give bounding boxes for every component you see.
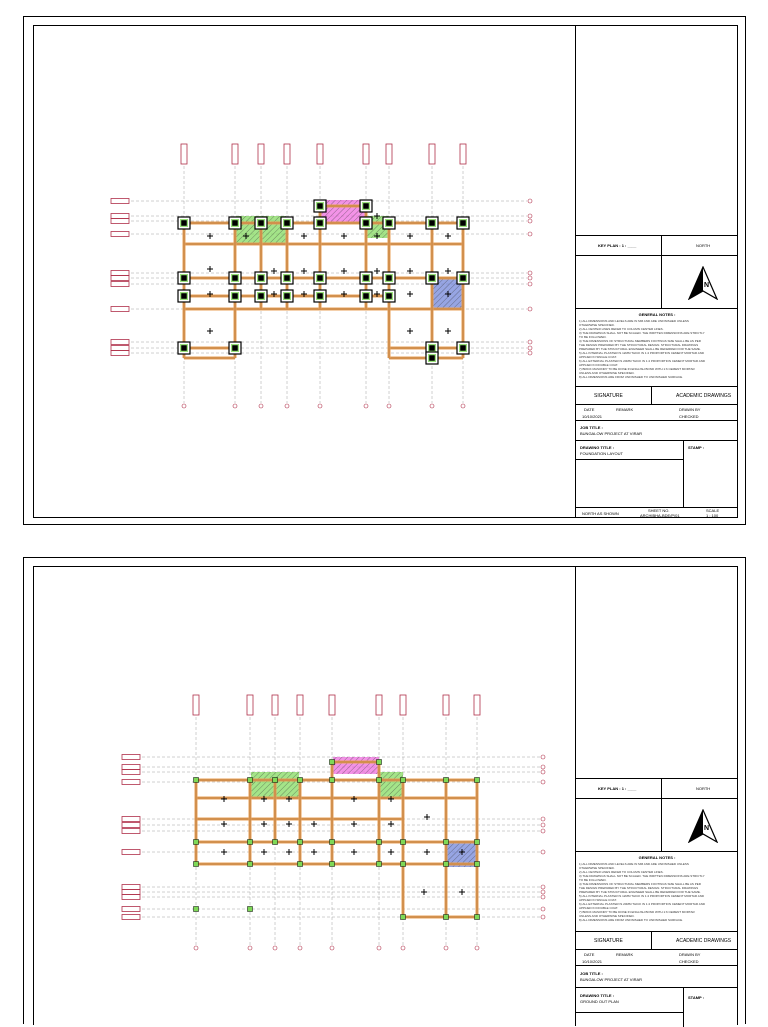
signature-label: SIGNATURE xyxy=(594,393,623,399)
grid-bubble-right xyxy=(528,219,532,223)
grid-bubble-right xyxy=(541,907,545,911)
column xyxy=(273,840,278,845)
grid-bubble-bottom xyxy=(430,404,434,408)
column xyxy=(330,778,335,783)
plus-mark xyxy=(445,328,451,334)
notes-title: GENERAL NOTES : xyxy=(638,855,676,860)
north-label: NORTH xyxy=(696,243,711,248)
grid-tag-left xyxy=(122,890,140,895)
column xyxy=(364,221,369,226)
plus-mark xyxy=(374,268,380,274)
grid-tag-top xyxy=(272,695,278,715)
column xyxy=(273,778,278,783)
plus-mark xyxy=(207,266,213,272)
note-line: 4) THE DIMENSIONS OF STRUCTURAL MEMBERS FOOTINGS SIZE SHALL BE AS PER xyxy=(579,882,701,886)
column xyxy=(377,862,382,867)
note-line: 7) BRICK MASONRY TO BE DONE IN ENGLISH BOND WITH 1:6 CEMENT MORTAR xyxy=(579,367,695,371)
note-line: APPLIED IN SINGLE COAT. xyxy=(579,898,617,902)
column xyxy=(377,760,382,765)
column xyxy=(475,915,480,920)
date-value: 10/10/2021 xyxy=(582,414,603,419)
grid-tag-left xyxy=(122,907,140,912)
note-line: OTHERWISE SPECIFIED. xyxy=(579,866,615,870)
column xyxy=(444,778,449,783)
grid-bubble-right xyxy=(528,282,532,286)
plus-mark xyxy=(407,291,413,297)
plus-mark xyxy=(221,849,227,855)
column xyxy=(248,862,253,867)
plus-mark xyxy=(221,821,227,827)
column xyxy=(194,862,199,867)
grid-bubble-right xyxy=(541,915,545,919)
key-plan-label: KEY PLAN : 1 : ____ xyxy=(598,786,637,791)
column xyxy=(318,276,323,281)
academic-label: ACADEMIC DRAWINGS xyxy=(676,393,732,399)
note-line: TO BE FOLLOWED. xyxy=(579,878,607,882)
grid-tag-top xyxy=(443,695,449,715)
column xyxy=(430,346,435,351)
notes-title: GENERAL NOTES : xyxy=(638,312,676,317)
column xyxy=(444,915,449,920)
divider xyxy=(651,932,652,950)
grid-tag-left xyxy=(122,895,140,900)
note-line: 1) ALL DIMENSIONS AND LEVELS ARE IN MM AND ARE UNFINISHED UNLESS xyxy=(579,319,689,323)
plus-mark xyxy=(311,849,317,855)
column xyxy=(387,276,392,281)
note-line: 3) THE DRAWINGS SHALL NOT BE SCALED. THE WRITTEN DIMENSIONS ARE STRICTLY xyxy=(579,331,705,335)
note-line: 7) BRICK MASONRY TO BE DONE IN ENGLISH BOND WITH 1:6 CEMENT MORTAR xyxy=(579,910,695,914)
grid-tag-top xyxy=(474,695,480,715)
notes-list xyxy=(579,319,735,379)
column xyxy=(387,294,392,299)
grid-tag-left xyxy=(111,282,129,287)
grid-tag-left xyxy=(122,817,140,822)
note-line: 1) ALL DIMENSIONS AND LEVELS ARE IN MM AND ARE UNFINISHED UNLESS xyxy=(579,862,689,866)
note-line: 5) ALL INTERNAL PLASTER IS 12MM THICK IN 1:4 PROPORTION CEMENT MORTAR AND xyxy=(579,351,705,355)
grid-tag-top xyxy=(400,695,406,715)
grid-bubble-right xyxy=(541,817,545,821)
north-arrow-icon xyxy=(688,809,718,843)
drawing-title-row xyxy=(576,987,738,1026)
grid-bubble-right xyxy=(528,214,532,218)
grid-bubble-right xyxy=(541,770,545,774)
grid-bubble-bottom xyxy=(330,946,334,950)
grid-tag-left xyxy=(122,780,140,785)
plus-mark xyxy=(207,328,213,334)
column xyxy=(182,221,187,226)
column xyxy=(182,276,187,281)
general-notes xyxy=(576,851,738,931)
column xyxy=(430,221,435,226)
grid-tag-left xyxy=(122,765,140,770)
sheet-info-row xyxy=(576,507,738,517)
column xyxy=(461,346,466,351)
note-line: TO BE FOLLOWED. xyxy=(579,335,607,339)
column xyxy=(330,840,335,845)
grid-tag-top xyxy=(376,695,382,715)
grid-tag-top xyxy=(247,695,253,715)
grid-bubble-right xyxy=(541,780,545,784)
plus-mark xyxy=(351,821,357,827)
drawing-title-label: DRAWING TITLE : xyxy=(580,445,614,450)
grid-bubble-bottom xyxy=(248,946,252,950)
grid-tag-top xyxy=(232,144,238,164)
grid-tag-top xyxy=(363,144,369,164)
grid-bubble-right xyxy=(528,346,532,350)
north-as-shown: NORTH AS SHOWN xyxy=(582,511,619,516)
scale-label: SCALE xyxy=(706,508,720,513)
grid-tag-left xyxy=(111,340,129,345)
grid-tag-left xyxy=(111,214,129,219)
academic-label: ACADEMIC DRAWINGS xyxy=(676,938,732,944)
note-line: 6) ALL EXTERNAL PLASTER IS 20MM THICK IN 1:4 PROPORTION CEMENT MORTAR AND xyxy=(579,902,706,906)
plus-mark xyxy=(445,268,451,274)
column xyxy=(401,862,406,867)
divider xyxy=(661,779,662,799)
column xyxy=(401,778,406,783)
grid-bubble-right xyxy=(541,765,545,769)
column xyxy=(285,294,290,299)
column xyxy=(364,294,369,299)
column xyxy=(298,862,303,867)
column xyxy=(461,221,466,226)
key-plan-row xyxy=(576,235,738,255)
grid-bubble-bottom xyxy=(364,404,368,408)
note-line: 4) THE DIMENSIONS OF STRUCTURAL MEMBERS FOOTINGS SIZE SHALL BE AS PER xyxy=(579,339,701,343)
column xyxy=(401,840,406,845)
north-label: NORTH xyxy=(696,786,711,791)
drawing-title: FOUNDATION LAYOUT xyxy=(580,451,623,456)
grid-tag-left xyxy=(122,885,140,890)
job-title-label: JOB TITLE : xyxy=(580,425,603,430)
grid-tag-top xyxy=(329,695,335,715)
column xyxy=(248,907,253,912)
drawing-title-label: DRAWING TITLE : xyxy=(580,993,614,998)
remark-label: REMARK xyxy=(616,407,634,412)
grid-bubble-bottom xyxy=(461,404,465,408)
note-line: 6) ALL EXTERNAL PLASTER IS 20MM THICK IN 1:4 PROPORTION CEMENT MORTAR AND xyxy=(579,359,706,363)
plus-mark xyxy=(286,821,292,827)
date-row xyxy=(576,404,738,420)
job-title-label: JOB TITLE : xyxy=(580,971,603,976)
note-line: OTHERWISE SPECIFIED. xyxy=(579,323,615,327)
plus-mark xyxy=(261,821,267,827)
checked-label: CHECKED xyxy=(679,414,699,419)
grid-tag-top xyxy=(258,144,264,164)
grid-tag-top xyxy=(181,144,187,164)
job-title-row xyxy=(576,965,738,987)
north-arrow-row xyxy=(576,798,738,851)
plus-mark xyxy=(388,821,394,827)
divider xyxy=(661,236,662,256)
column xyxy=(248,840,253,845)
plus-mark xyxy=(261,849,267,855)
divider xyxy=(576,459,683,460)
column xyxy=(377,778,382,783)
column xyxy=(233,346,238,351)
svg-text:N: N xyxy=(704,825,710,832)
divider xyxy=(683,988,684,1027)
grid-tag-left xyxy=(122,850,140,855)
plus-mark xyxy=(424,849,430,855)
drawn-by-label: DRAWN BY xyxy=(679,952,701,957)
column xyxy=(387,221,392,226)
plus-mark xyxy=(286,849,292,855)
stamp-label: STAMP : xyxy=(688,445,705,450)
column xyxy=(194,907,199,912)
north-arrow-row xyxy=(576,255,738,308)
grid-bubble-right xyxy=(541,829,545,833)
divider xyxy=(661,799,662,852)
notes-list xyxy=(579,862,735,922)
note-line: PREPARED BY THE STRUCTURAL ENGINEER SHALL BE REFERRED FOR THE SAME. xyxy=(579,890,701,894)
signature-row xyxy=(576,386,738,404)
drawing-title-row xyxy=(576,440,738,507)
general-notes xyxy=(576,308,738,386)
note-line: 2) ALL CENTER LINES REFER TO COLUMN CENTER LINES. xyxy=(579,327,664,331)
column xyxy=(444,862,449,867)
column xyxy=(364,204,369,209)
note-line: UNLESS AND OTHERWISE SPECIFIED. xyxy=(579,371,635,375)
grid-bubble-right xyxy=(528,351,532,355)
plus-mark xyxy=(407,328,413,334)
grid-tag-left xyxy=(111,307,129,312)
plus-mark xyxy=(388,849,394,855)
column xyxy=(194,778,199,783)
note-line: THE DESIGN PREPARED BY THE STRUCTURAL DESIGN. STRUCTURAL DRAWINGS xyxy=(579,343,699,347)
plus-mark xyxy=(311,821,317,827)
grid-tag-top xyxy=(193,695,199,715)
divider xyxy=(683,441,684,508)
note-line: 3) THE DRAWINGS SHALL NOT BE SCALED. THE WRITTEN DIMENSIONS ARE STRICTLY xyxy=(579,874,705,878)
date-label: DATE xyxy=(584,952,595,957)
divider xyxy=(661,256,662,309)
plus-mark xyxy=(351,849,357,855)
column xyxy=(330,862,335,867)
grid-tag-top xyxy=(284,144,290,164)
drawn-by-label: DRAWN BY xyxy=(679,407,701,412)
north-arrow-icon xyxy=(688,266,718,300)
grid-tag-left xyxy=(122,823,140,828)
note-line: APPLIED IN DOUBLE COAT. xyxy=(579,906,619,910)
column xyxy=(444,840,449,845)
grid-bubble-right xyxy=(528,199,532,203)
grid-bubble-right xyxy=(528,307,532,311)
grid-tag-left xyxy=(111,271,129,276)
grid-tag-left xyxy=(122,770,140,775)
note-line: 8) ALL DIMENSIONS ARE FROM UNFINISHED TO UNFINISHED SURFACE. xyxy=(579,375,683,379)
column xyxy=(298,778,303,783)
plus-mark xyxy=(421,889,427,895)
hatched-panel xyxy=(333,757,379,774)
column xyxy=(248,778,253,783)
column xyxy=(233,276,238,281)
grid-bubble-bottom xyxy=(318,404,322,408)
grid-bubble-right xyxy=(541,755,545,759)
column xyxy=(233,294,238,299)
job-title-row xyxy=(576,420,738,440)
sheet-1-border xyxy=(33,25,738,518)
signature-row xyxy=(576,931,738,949)
grid-bubble-right xyxy=(528,340,532,344)
job-title: BUNGALOW PROJECT AT VIRAR xyxy=(580,977,643,982)
grid-tag-left xyxy=(122,915,140,920)
checked-label: CHECKED xyxy=(679,959,699,964)
grid-tag-left xyxy=(111,232,129,237)
grid-bubble-bottom xyxy=(401,946,405,950)
grid-tag-left xyxy=(111,199,129,204)
note-line: 2) ALL CENTER LINES REFER TO COLUMN CENTER LINES. xyxy=(579,870,664,874)
grid-bubble-right xyxy=(541,850,545,854)
divider xyxy=(651,387,652,405)
grid-tag-left xyxy=(111,276,129,281)
ground-out-plan xyxy=(34,567,574,1026)
note-line: 5) ALL INTERNAL PLASTER IS 12MM THICK IN 1:4 PROPORTION CEMENT MORTAR AND xyxy=(579,894,705,898)
grid-tag-top xyxy=(297,695,303,715)
grid-bubble-bottom xyxy=(377,946,381,950)
column xyxy=(430,276,435,281)
grid-bubble-right xyxy=(541,823,545,827)
date-value: 10/10/2021 xyxy=(582,959,603,964)
plus-mark xyxy=(445,233,451,239)
grid-bubble-right xyxy=(541,895,545,899)
svg-text:N: N xyxy=(704,282,710,289)
grid-tag-left xyxy=(122,755,140,760)
grid-bubble-right xyxy=(528,232,532,236)
note-line: UNLESS AND OTHERWISE SPECIFIED. xyxy=(579,914,635,918)
grid-bubble-right xyxy=(528,271,532,275)
grid-tag-top xyxy=(460,144,466,164)
grid-bubble-bottom xyxy=(273,946,277,950)
column xyxy=(364,276,369,281)
grid-bubble-bottom xyxy=(233,404,237,408)
drawing-sheet-1 xyxy=(23,16,746,525)
grid-bubble-bottom xyxy=(444,946,448,950)
sheet-no-label: SHEET NO. xyxy=(648,508,670,513)
column xyxy=(430,356,435,361)
note-line: 8) ALL DIMENSIONS ARE FROM UNFINISHED TO UNFINISHED SURFACE. xyxy=(579,918,683,922)
column xyxy=(475,862,480,867)
title-block-2 xyxy=(575,567,738,1026)
column xyxy=(259,294,264,299)
drawing-sheet-2 xyxy=(23,557,746,1024)
grid-bubble-right xyxy=(528,276,532,280)
grid-tag-left xyxy=(111,346,129,351)
column xyxy=(475,840,480,845)
plus-mark xyxy=(459,889,465,895)
title-block-1 xyxy=(575,26,738,517)
column xyxy=(377,840,382,845)
note-line: APPLIED IN SINGLE COAT. xyxy=(579,355,617,359)
column xyxy=(475,778,480,783)
drawing-title: GROUND OUT PLAN xyxy=(580,999,619,1004)
sheet-2-border xyxy=(33,566,738,1025)
scale-value: 1 : 100 xyxy=(706,513,719,518)
column xyxy=(259,276,264,281)
column xyxy=(318,204,323,209)
column xyxy=(461,276,466,281)
note-line: PREPARED BY THE STRUCTURAL ENGINEER SHALL BE REFERRED FOR THE SAME. xyxy=(579,347,701,351)
column xyxy=(330,760,335,765)
grid-tag-left xyxy=(122,829,140,834)
column xyxy=(298,840,303,845)
foundation-plan xyxy=(34,26,574,517)
hatched-panel xyxy=(380,772,403,797)
column xyxy=(182,346,187,351)
remark-label: REMARK xyxy=(616,952,634,957)
column xyxy=(194,840,199,845)
column xyxy=(259,221,264,226)
column xyxy=(182,294,187,299)
grid-bubble-bottom xyxy=(194,946,198,950)
column xyxy=(233,221,238,226)
grid-bubble-bottom xyxy=(387,404,391,408)
divider xyxy=(576,1012,683,1013)
signature-label: SIGNATURE xyxy=(594,938,623,944)
column xyxy=(318,221,323,226)
column xyxy=(401,915,406,920)
grid-tag-left xyxy=(111,219,129,224)
stamp-label: STAMP : xyxy=(688,995,705,1000)
grid-bubble-bottom xyxy=(182,404,186,408)
grid-tag-top xyxy=(317,144,323,164)
key-plan-label: KEY PLAN : 1 : ____ xyxy=(598,243,637,248)
date-label: DATE xyxy=(584,407,595,412)
column xyxy=(318,294,323,299)
grid-bubble-bottom xyxy=(285,404,289,408)
grid-bubble-bottom xyxy=(475,946,479,950)
grid-bubble-right xyxy=(541,890,545,894)
grid-bubble-bottom xyxy=(259,404,263,408)
job-title: BUNGALOW PROJECT AT VIRAR xyxy=(580,431,643,436)
note-line: THE DESIGN PREPARED BY THE STRUCTURAL DESIGN. STRUCTURAL DRAWINGS xyxy=(579,886,699,890)
column xyxy=(285,221,290,226)
note-line: APPLIED IN DOUBLE COAT. xyxy=(579,363,619,367)
grid-bubble-bottom xyxy=(298,946,302,950)
sheet-no: ARCHIBHA-BDE/P/01 xyxy=(640,513,680,518)
grid-bubble-right xyxy=(541,885,545,889)
grid-tag-top xyxy=(386,144,392,164)
grid-tag-top xyxy=(429,144,435,164)
grid-tag-left xyxy=(111,351,129,356)
column xyxy=(285,276,290,281)
key-plan-row xyxy=(576,778,738,798)
date-row xyxy=(576,949,738,965)
